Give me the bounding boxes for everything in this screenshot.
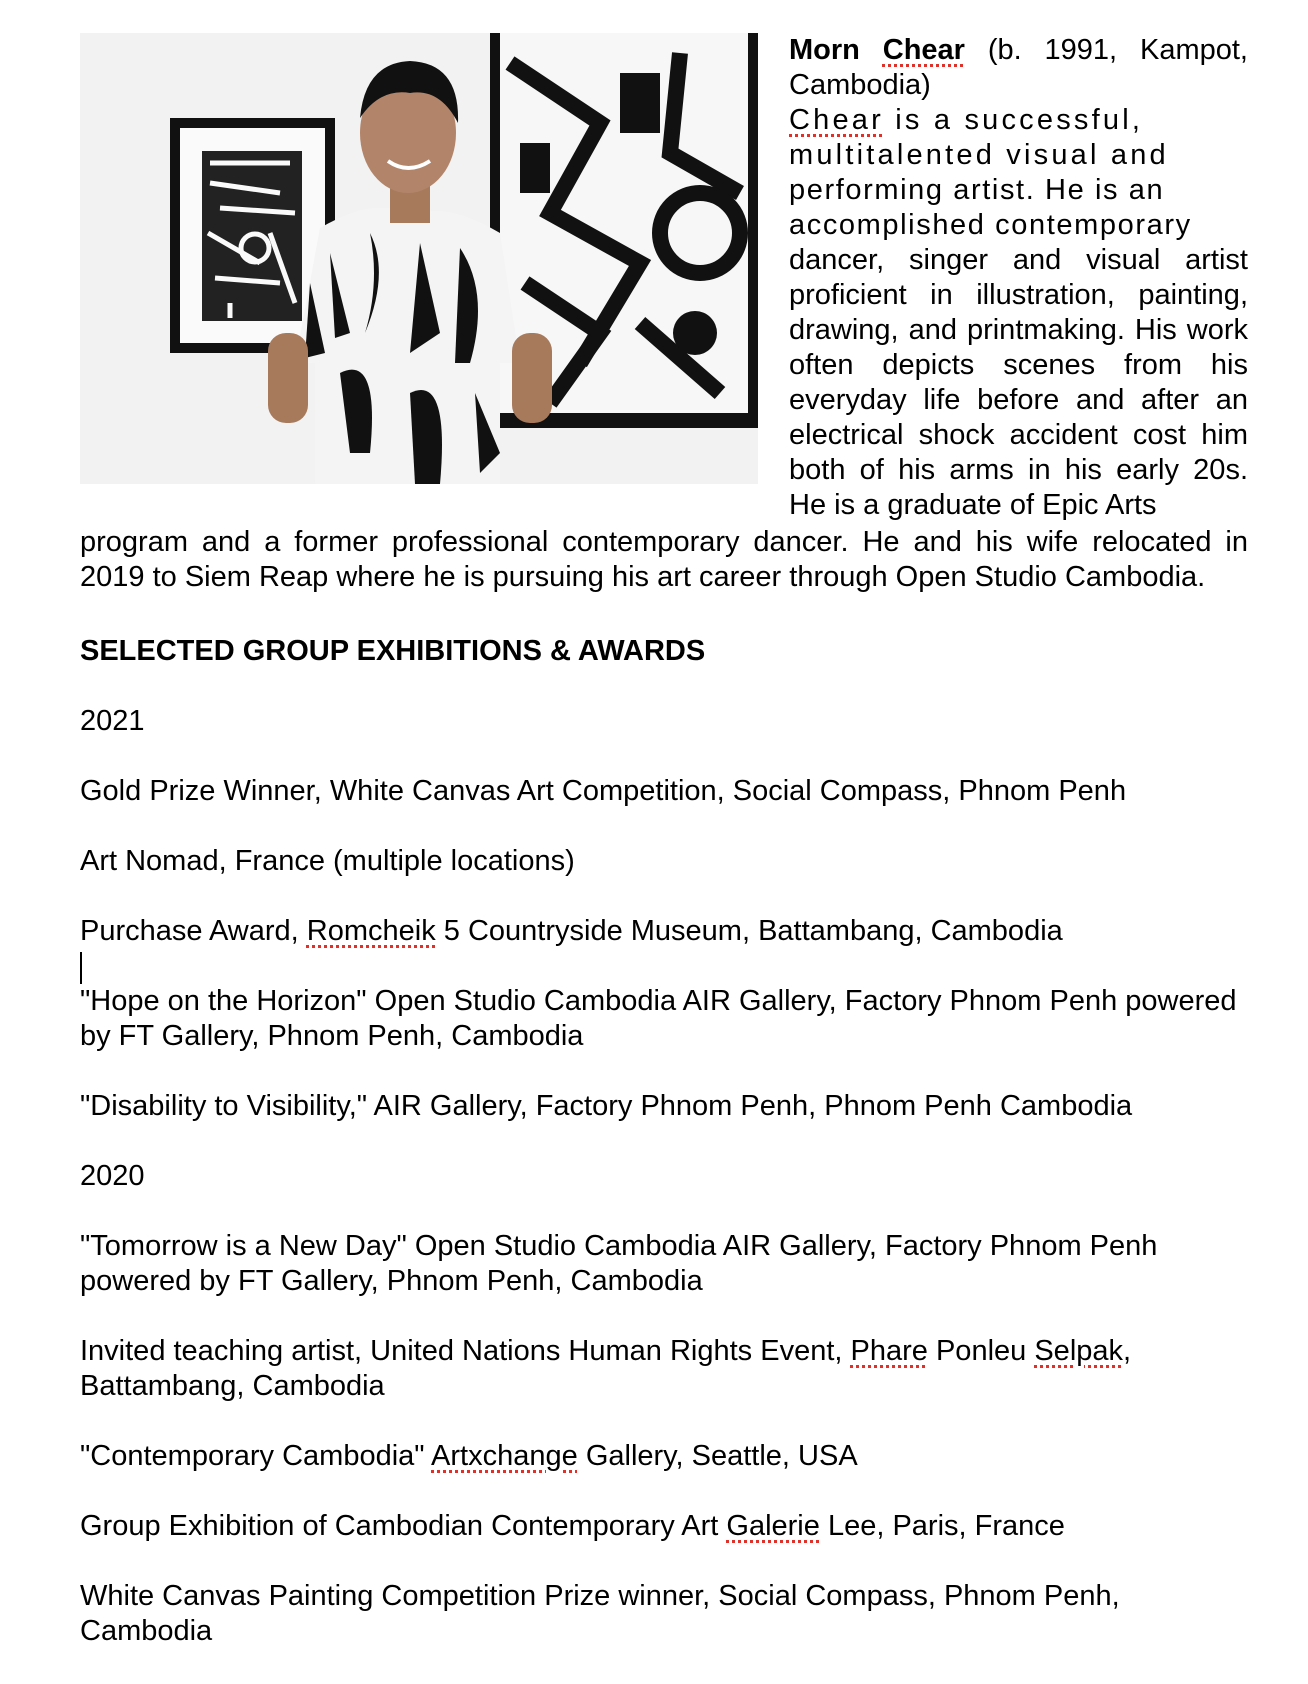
list-item-text: , Battambang, Cambodia <box>80 1335 1132 1402</box>
list-item: "Hope on the Horizon" Open Studio Cambodia AIR Gallery, Factory Phnom Penh powered by FT Gallery, Phnom Penh, Cambodia <box>80 985 1237 1052</box>
exhibition-list <box>80 704 1248 1684</box>
artist-first-name: Morn <box>789 34 860 66</box>
bio-heading-line <box>789 33 1248 103</box>
bio-line-1-name: Chear <box>789 104 884 136</box>
list-item: "Tomorrow is a New Day" Open Studio Cambodia AIR Gallery, Factory Phnom Penh powered by FT Gallery, Phnom Penh, Cambodia <box>80 1230 1158 1297</box>
section-title: SELECTED GROUP EXHIBITIONS & AWARDS <box>80 635 706 667</box>
list-item <box>80 1334 1248 1404</box>
list-item <box>80 1509 1248 1544</box>
bio-line-3: performing artist. He is an <box>789 174 1165 206</box>
list-item <box>80 1439 1248 1474</box>
misspelled-word: Selpak <box>1034 1335 1124 1367</box>
misspelled-word: Artxchange <box>431 1440 578 1472</box>
misspelled-word: Phare <box>850 1335 928 1367</box>
list-item: Gold Prize Winner, White Canvas Art Competition, Social Compass, Phnom Penh <box>80 775 1127 807</box>
year-2021: 2021 <box>80 705 145 737</box>
text-cursor <box>80 952 82 984</box>
artist-last-name: Chear <box>882 34 965 66</box>
list-item-text: "Contemporary Cambodia" <box>80 1440 425 1472</box>
bio-intro <box>789 33 1248 523</box>
misspelled-word: Galerie <box>726 1510 820 1542</box>
list-item-text: Ponleu <box>935 1335 1027 1367</box>
bio-body-full: program and a former professional contemporary dancer. He and his wife relocated in 2019 to Siem Reap where he is pursuing his art career through Open Studio Cambodia. <box>80 526 1248 593</box>
list-item <box>80 914 1248 949</box>
artist-photo <box>80 33 758 484</box>
artist-birth-info: (b. 1991, Kampot, Cambodia) <box>789 34 1248 101</box>
list-item: "Disability to Visibility," AIR Gallery, Factory Phnom Penh, Phnom Penh Cambodia <box>80 1090 1133 1122</box>
list-item-text: Lee, Paris, France <box>827 1510 1065 1542</box>
list-item: Art Nomad, France (multiple locations) <box>80 845 575 877</box>
bio-line-2: multitalented visual and <box>789 139 1169 171</box>
bio-line-1-text: is a successful, <box>895 104 1144 136</box>
list-item-text: Gallery, Seattle, USA <box>585 1440 858 1472</box>
bio-line-4: accomplished contemporary <box>789 209 1192 241</box>
artist-photo-illustration <box>80 33 758 484</box>
list-item: White Canvas Painting Competition Prize winner, Social Compass, Phnom Penh, Cambodia <box>80 1580 1120 1647</box>
misspelled-word: Romcheik <box>306 915 436 947</box>
list-item-text: Group Exhibition of Cambodian Contemporary Art <box>80 1510 719 1542</box>
list-item-text: Invited teaching artist, United Nations Human Rights Event, <box>80 1335 843 1367</box>
bio-line-1 <box>789 103 1248 138</box>
list-item-text: 5 Countryside Museum, Battambang, Cambodia <box>443 915 1063 947</box>
bio-body-right: dancer, singer and visual artist proficient in illustration, painting, drawing, and printmaking. His work often depicts scenes from his everyday life before and after an electrical shock accident cost him both of his arms in his early 20s. He is a graduate of Epic Arts <box>789 244 1248 521</box>
year-2020: 2020 <box>80 1160 145 1192</box>
list-item-text: Purchase Award, <box>80 915 299 947</box>
